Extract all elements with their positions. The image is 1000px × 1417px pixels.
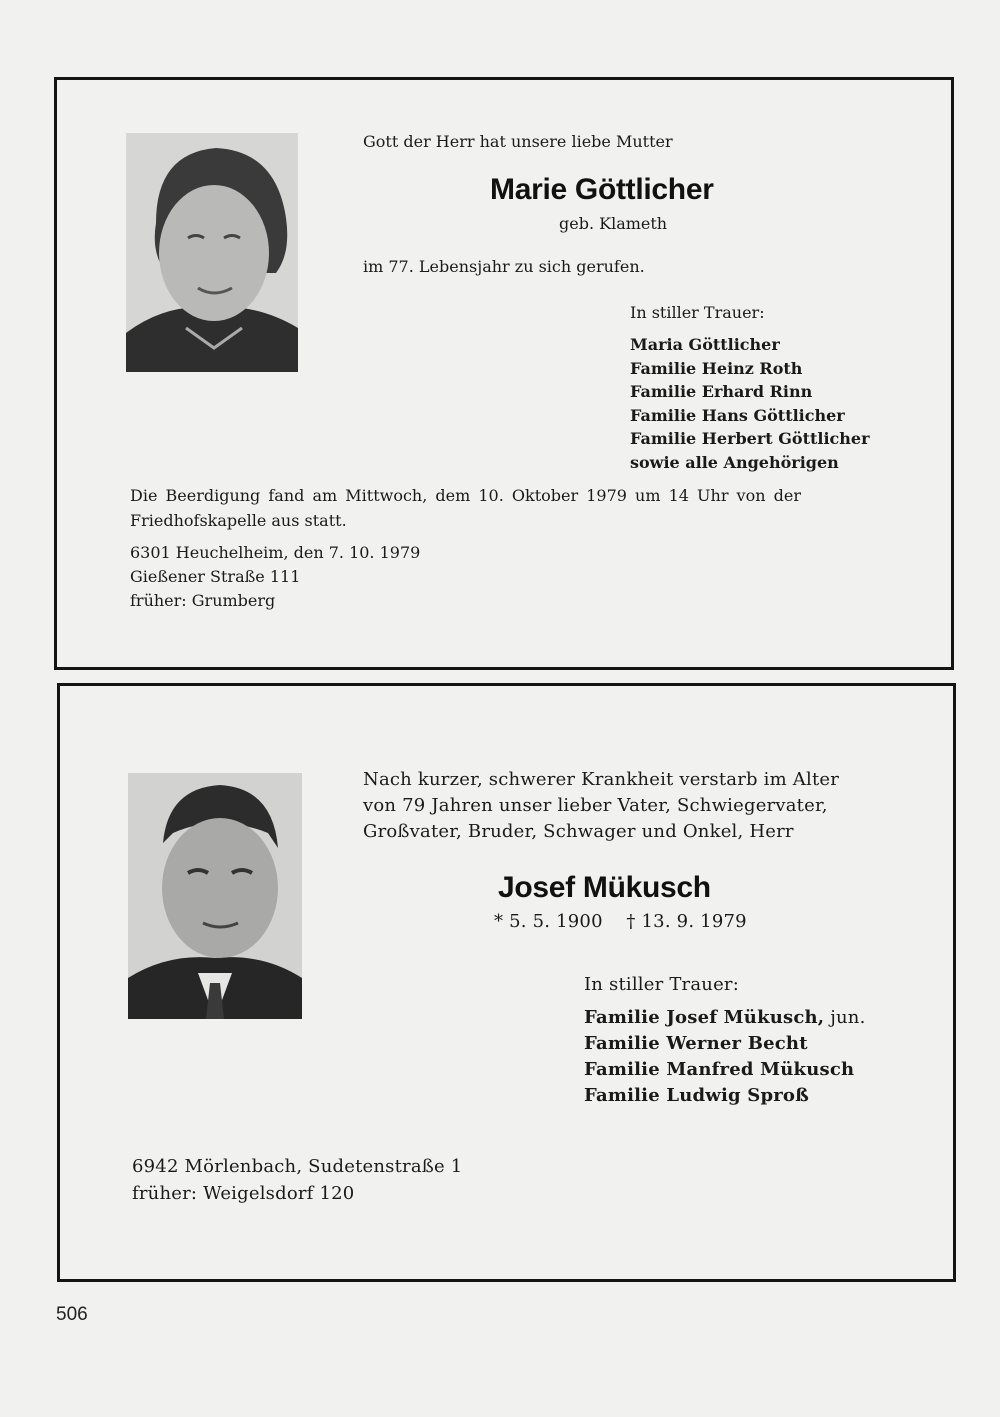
- deceased-name: Josef Mükusch: [498, 871, 711, 904]
- mourner-name: Familie Erhard Rinn: [630, 382, 813, 401]
- intro-line: Großvater, Bruder, Schwager und Onkel, Herr: [363, 821, 794, 842]
- mourning-heading: In stiller Trauer:: [630, 303, 765, 322]
- portrait-photo-woman: [126, 133, 298, 372]
- mourner-name: sowie alle Angehörigen: [630, 452, 839, 472]
- former-residence: früher: Weigelsdorf 120: [132, 1183, 355, 1204]
- former-residence: früher: Grumberg: [130, 591, 276, 610]
- mourner-name: Familie Manfred Mükusch: [584, 1059, 855, 1080]
- deceased-name: Marie Göttlicher: [490, 173, 714, 206]
- funeral-info-line: Friedhofskapelle aus statt.: [130, 511, 347, 530]
- maiden-name: geb. Klameth: [559, 214, 668, 233]
- mourner-name: Familie Werner Becht: [584, 1033, 808, 1054]
- mourner-name: Familie Hans Göttlicher: [630, 405, 845, 425]
- obituary-notice-josef-muekusch: [57, 683, 956, 1282]
- intro-text: Gott der Herr hat unsere liebe Mutter: [363, 132, 673, 151]
- page-number: 506: [56, 1304, 88, 1325]
- mourners-list: [630, 333, 870, 474]
- mourner-name: [584, 1005, 866, 1031]
- mourner-name-bold: Familie Josef Mükusch,: [584, 1007, 825, 1028]
- obituary-notice-marie-goettlicher: [54, 77, 954, 670]
- mourning-heading: In stiller Trauer:: [584, 974, 740, 995]
- street-address: 6942 Mörlenbach, Sudetenstraße 1: [132, 1156, 463, 1177]
- birth-death-dates: * 5. 5. 1900 † 13. 9. 1979: [494, 911, 747, 932]
- intro-line: Nach kurzer, schwerer Krankheit verstarb im Alter: [363, 769, 840, 790]
- funeral-info-line: Die Beerdigung fand am Mittwoch, dem 10. Oktober 1979 um 14 Uhr von der: [130, 486, 801, 505]
- mourner-name: Familie Heinz Roth: [630, 358, 803, 378]
- intro-line: von 79 Jahren unser lieber Vater, Schwiegervater,: [363, 795, 828, 816]
- mourner-name-suffix: jun.: [824, 1007, 866, 1028]
- mourner-name: Familie Ludwig Sproß: [584, 1085, 810, 1106]
- portrait-photo-man: [128, 773, 302, 1019]
- age-line: im 77. Lebensjahr zu sich gerufen.: [363, 257, 645, 276]
- mourner-name: Familie Herbert Göttlicher: [630, 429, 870, 448]
- mourner-name: Maria Göttlicher: [630, 335, 780, 354]
- place-date: 6301 Heuchelheim, den 7. 10. 1979: [130, 543, 421, 562]
- street-address: Gießener Straße 111: [130, 567, 301, 586]
- mourners-list: [584, 1005, 866, 1109]
